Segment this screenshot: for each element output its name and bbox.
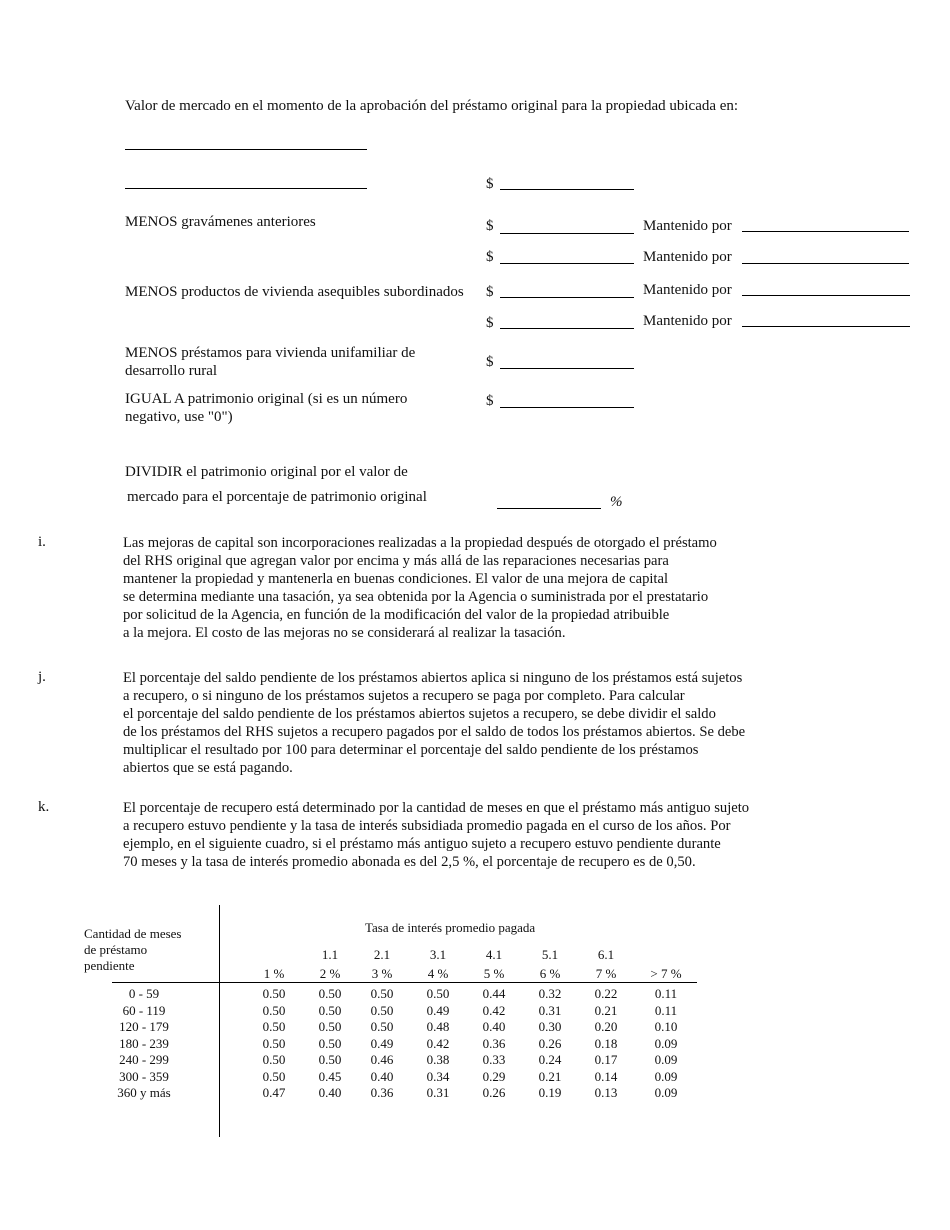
column-header-bottom: 6 % <box>539 966 561 981</box>
row-header <box>84 926 181 974</box>
paragraph-line: a recupero estuvo pendiente y la tasa de interés subsidiada promedio pagada en el curso de los años. Por <box>123 818 731 834</box>
table-cell: 0.30 <box>538 1019 562 1034</box>
table-cell: 0.40 <box>370 1068 394 1084</box>
table-cell: 0.21 <box>538 1068 562 1084</box>
table-cell: 0.18 <box>594 1035 618 1051</box>
percent-sign: % <box>610 494 623 510</box>
paragraph-line: Las mejoras de capital son incorporaciones realizadas a la propiedad después de otorgado el préstamo <box>123 535 717 551</box>
table-cell: 0.50 <box>318 1002 342 1018</box>
currency-sign: $ <box>486 354 494 370</box>
divide-label-line2: mercado para el porcentaje de patrimonio original <box>127 489 427 505</box>
table-cell: 0.46 <box>370 1052 394 1067</box>
table-cell: 0.49 <box>370 1035 394 1051</box>
column-header-top: 1.1 <box>321 947 339 962</box>
table-cell: 0.50 <box>370 986 394 1001</box>
paragraph-line: del RHS original que agregan valor por encima y más allá de las reparaciones necesarias para <box>123 553 669 569</box>
table-cell: 0.45 <box>318 1068 342 1084</box>
column-header-bottom: 7 % <box>595 966 617 981</box>
column-header-top: 4.1 <box>485 947 503 962</box>
column-header-top: 3.1 <box>429 947 447 962</box>
table-cell: 0.40 <box>318 1085 342 1100</box>
paragraph-line: abiertos que se está pagando. <box>123 760 293 776</box>
maintained-by-label: Mantenido por <box>643 249 732 265</box>
table-cell: 0.31 <box>426 1085 450 1100</box>
paragraph-line: el porcentaje del saldo pendiente de los préstamos abiertos sujetos a recupero, se debe dividir el saldo <box>123 706 716 722</box>
affordable-housing-label: MENOS productos de vivienda asequibles subordinados <box>125 284 464 300</box>
currency-sign: $ <box>486 284 494 300</box>
table-cell: 0.09 <box>654 1068 678 1084</box>
maintained-by-label: Mantenido por <box>643 218 732 234</box>
column-group-header: Tasa de interés promedio pagada <box>365 920 536 935</box>
table-header-rule <box>112 982 697 983</box>
column-header-top: 6.1 <box>597 947 615 962</box>
paragraph-line: 70 meses y la tasa de interés promedio abonada es del 2,5 %, el porcentaje de recupero es de 0,50. <box>123 854 696 870</box>
paragraph-line: El porcentaje de recupero está determinado por la cantidad de meses en que el préstamo más antiguo sujeto <box>123 800 750 816</box>
column-header-bottom: > 7 % <box>650 966 682 981</box>
table-cell: 0.50 <box>426 986 450 1001</box>
table-row-label: 180 - 239 <box>119 1035 169 1051</box>
table-cell: 0.50 <box>370 1002 394 1018</box>
table-cell: 0.13 <box>594 1085 618 1100</box>
table-cell: 0.34 <box>426 1068 450 1084</box>
table-row-label: 360 y más <box>117 1085 171 1100</box>
table-cell: 0.50 <box>318 1035 342 1051</box>
maintained-by-label: Mantenido por <box>643 282 732 298</box>
table-cell: 0.36 <box>370 1085 394 1100</box>
intro-text: Valor de mercado en el momento de la aprobación del préstamo original para la propiedad ubicada en: <box>125 98 739 114</box>
table-cell: 0.32 <box>538 986 562 1001</box>
table-cell: 0.20 <box>594 1019 618 1034</box>
maintained-by-label: Mantenido por <box>643 313 732 329</box>
paragraph-line: multiplicar el resultado por 100 para determinar el porcentaje del saldo pendiente de los préstamos <box>123 742 699 758</box>
table-cell: 0.11 <box>654 986 678 1001</box>
table-cell: 0.47 <box>262 1085 286 1100</box>
table-cell: 0.09 <box>654 1085 678 1100</box>
paragraph-label-i: i. <box>38 534 46 550</box>
paragraph-label-j: j. <box>38 669 46 685</box>
prior-liens-label: MENOS gravámenes anteriores <box>125 214 316 230</box>
table-vertical-divider <box>219 905 220 1137</box>
table-cell: 0.50 <box>370 1019 394 1034</box>
table-cell: 0.50 <box>318 1052 342 1067</box>
table-cell: 0.50 <box>262 1068 286 1084</box>
table-cell: 0.29 <box>482 1068 506 1084</box>
table-cell: 0.49 <box>426 1002 450 1018</box>
paragraph-line: a recupero, o si ninguno de los préstamos sujetos a recupero se paga por completo. Para calcular <box>123 688 685 704</box>
table-row-label: 240 - 299 <box>119 1052 169 1067</box>
paragraph-line: ejemplo, en el siguiente cuadro, si el préstamo más antiguo sujeto a recupero estuvo pendiente durante <box>123 836 721 852</box>
table-cell: 0.36 <box>482 1035 506 1051</box>
table-cell: 0.09 <box>654 1052 678 1067</box>
table-cell: 0.26 <box>482 1085 506 1100</box>
table-cell: 0.50 <box>262 1052 286 1067</box>
table-cell: 0.14 <box>594 1068 618 1084</box>
table-cell: 0.42 <box>482 1002 506 1018</box>
table-cell: 0.42 <box>426 1035 450 1051</box>
table-row-label: 60 - 119 <box>122 1002 166 1018</box>
paragraph-label-k: k. <box>38 799 50 815</box>
paragraph-line: a la mejora. El costo de las mejoras no se considerará al realizar la tasación. <box>123 625 566 641</box>
table-cell: 0.50 <box>318 1019 342 1034</box>
table-cell: 0.44 <box>482 986 506 1001</box>
table-cell: 0.31 <box>538 1002 562 1018</box>
table-cell: 0.50 <box>262 1035 286 1051</box>
column-header-bottom: 3 % <box>371 966 393 981</box>
table-cell: 0.50 <box>262 986 286 1001</box>
table-cell: 0.19 <box>538 1085 562 1100</box>
currency-sign: $ <box>486 218 494 234</box>
table-cell: 0.26 <box>538 1035 562 1051</box>
column-header-bottom: 5 % <box>483 966 505 981</box>
row-header-line: de préstamo <box>84 942 148 957</box>
table-cell: 0.24 <box>538 1052 562 1067</box>
table-cell: 0.10 <box>654 1019 678 1034</box>
table-cell: 0.50 <box>318 986 342 1001</box>
table-row-label: 300 - 359 <box>119 1068 169 1084</box>
paragraph-line: por solicitud de la Agencia, en función de la modificación del valor de la propiedad atribuible <box>123 607 670 623</box>
rural-loans-label-line1: MENOS préstamos para vivienda unifamiliar de <box>125 345 416 361</box>
table-cell: 0.11 <box>654 1002 678 1018</box>
table-cell: 0.50 <box>262 1019 286 1034</box>
table-row-label: 0 - 59 <box>128 986 160 1001</box>
rural-loans-label-line2: desarrollo rural <box>125 363 218 379</box>
currency-sign: $ <box>486 176 494 192</box>
table-cell: 0.33 <box>482 1052 506 1067</box>
original-equity-label-line1: IGUAL A patrimonio original (si es un número <box>125 391 408 407</box>
column-header-top: 5.1 <box>541 947 559 962</box>
row-header-line: Cantidad de meses <box>84 926 182 941</box>
currency-sign: $ <box>486 249 494 265</box>
column-header-top: 2.1 <box>373 947 391 962</box>
table-cell: 0.21 <box>594 1002 618 1018</box>
table-cell: 0.38 <box>426 1052 450 1067</box>
original-equity-label-line2: negativo, use "0") <box>125 409 233 425</box>
table-cell: 0.50 <box>262 1002 286 1018</box>
currency-sign: $ <box>486 393 494 409</box>
column-header-bottom: 2 % <box>319 966 341 981</box>
column-header-bottom: 1 % <box>263 966 285 981</box>
table-cell: 0.48 <box>426 1019 450 1034</box>
paragraph-line: mantener la propiedad y mantenerla en buenas condiciones. El valor de una mejora de capital <box>123 571 669 587</box>
table-cell: 0.17 <box>594 1052 618 1067</box>
row-header-line: pendiente <box>84 958 135 973</box>
paragraph-line: se determina mediante una tasación, ya sea obtenida por la Agencia o suministrada por el prestatario <box>123 589 709 605</box>
divide-label-line1: DIVIDIR el patrimonio original por el valor de <box>125 464 408 480</box>
table-row-label: 120 - 179 <box>119 1019 169 1034</box>
paragraph-line: El porcentaje del saldo pendiente de los préstamos abiertos aplica si ninguno de los préstamos está sujetos <box>123 670 743 686</box>
paragraph-line: de los préstamos del RHS sujetos a recupero pagados por el saldo de todos los préstamos abiertos. Se debe <box>123 724 746 740</box>
table-cell: 0.22 <box>594 986 618 1001</box>
table-cell: 0.40 <box>482 1019 506 1034</box>
column-header-bottom: 4 % <box>427 966 449 981</box>
table-cell: 0.09 <box>654 1035 678 1051</box>
currency-sign: $ <box>486 315 494 331</box>
